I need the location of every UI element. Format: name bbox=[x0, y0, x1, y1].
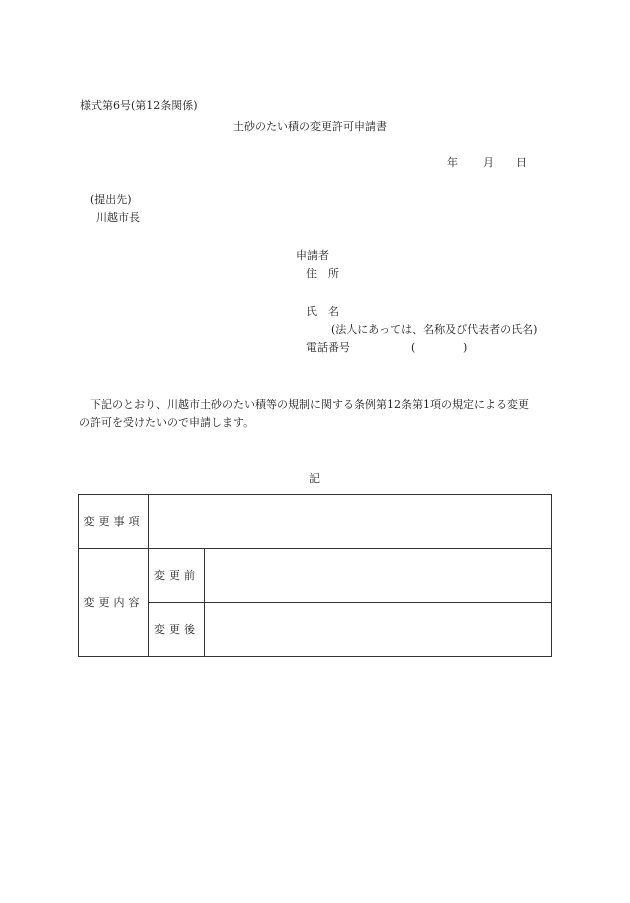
change-item-field[interactable] bbox=[149, 495, 552, 549]
recipient-name: 川越市長 bbox=[96, 211, 140, 224]
change-item-label: 変更事項 bbox=[79, 495, 149, 549]
date-month: 月 bbox=[483, 156, 494, 169]
before-label: 変更前 bbox=[149, 549, 205, 603]
phone-close-paren: ) bbox=[463, 341, 468, 354]
change-table bbox=[78, 494, 552, 657]
after-label: 変更後 bbox=[149, 603, 205, 657]
phone-open-paren: ( bbox=[411, 341, 416, 354]
document-title: 土砂のたい積の変更許可申請書 bbox=[233, 120, 387, 133]
body-line-2: の許可を受けたいので申請します。 bbox=[79, 416, 255, 429]
form-id: 様式第6号(第12条関係) bbox=[80, 99, 198, 112]
after-field[interactable] bbox=[205, 603, 552, 657]
recipient-label: (提出先) bbox=[90, 193, 132, 206]
applicant-heading: 申請者 bbox=[296, 249, 329, 262]
date-year: 年 bbox=[447, 156, 458, 169]
address-label: 住 所 bbox=[306, 267, 339, 280]
change-content-label: 変更内容 bbox=[79, 549, 149, 657]
name-label: 氏 名 bbox=[306, 305, 339, 318]
date-day: 日 bbox=[516, 156, 527, 169]
before-field[interactable] bbox=[205, 549, 552, 603]
phone-label: 電話番号 bbox=[306, 341, 350, 354]
ki-heading: 記 bbox=[309, 472, 320, 485]
body-line-1: 下記のとおり、川越市土砂のたい積等の規制に関する条例第12条第1項の規定による変更 bbox=[90, 398, 529, 411]
name-note: (法人にあっては、名称及び代表者の氏名) bbox=[331, 323, 538, 336]
